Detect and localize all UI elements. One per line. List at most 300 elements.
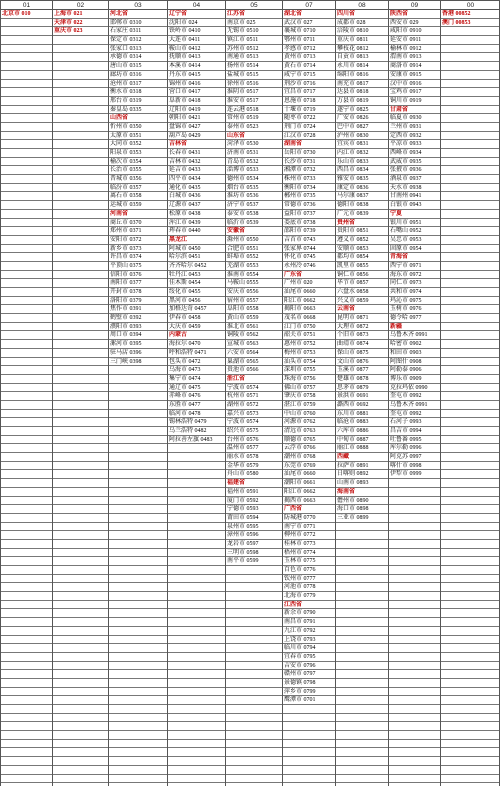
city-code-cell: 平凉市 0933 bbox=[389, 140, 440, 149]
empty-cell bbox=[1, 514, 52, 523]
city-code-cell: 安庆市 0556 bbox=[226, 288, 282, 297]
empty-cell bbox=[441, 27, 500, 36]
city-code-cell: 泰州市 0523 bbox=[226, 123, 282, 132]
city-code-cell: 万县市 0819 bbox=[336, 97, 388, 106]
empty-cell bbox=[1, 62, 52, 71]
city-code-cell: 哈尔滨 0451 bbox=[168, 253, 225, 262]
city-code-cell: 甘南州 0941 bbox=[389, 192, 440, 201]
city-code-cell: 合肥市 0551 bbox=[226, 245, 282, 254]
city-code-cell: 铜仁市 0856 bbox=[336, 271, 388, 280]
empty-cell bbox=[109, 436, 167, 445]
empty-cell bbox=[441, 418, 500, 427]
empty-cell bbox=[389, 757, 440, 766]
city-code-cell: 宿州市 0557 bbox=[226, 297, 282, 306]
empty-cell bbox=[389, 540, 440, 549]
empty-cell bbox=[168, 740, 225, 749]
city-code-cell: 遵义市 0852 bbox=[336, 236, 388, 245]
city-code-cell: 通辽市 0475 bbox=[168, 384, 225, 393]
city-code-cell: 张家界 0744 bbox=[283, 245, 335, 254]
province-heading: 北京市 010 bbox=[1, 10, 52, 19]
empty-cell bbox=[1, 80, 52, 89]
empty-cell bbox=[441, 488, 500, 497]
empty-cell bbox=[226, 679, 282, 688]
empty-cell bbox=[226, 653, 282, 662]
empty-cell bbox=[441, 557, 500, 566]
empty-cell bbox=[1, 688, 52, 697]
empty-cell bbox=[441, 427, 500, 436]
city-code-cell: 杭州市 0571 bbox=[226, 392, 282, 401]
city-code-cell: 葫芦岛 0429 bbox=[168, 132, 225, 141]
empty-cell bbox=[1, 201, 52, 210]
city-code-cell: 奎屯市 0992 bbox=[389, 392, 440, 401]
city-code-cell: 厦门市 0592 bbox=[226, 497, 282, 506]
city-code-cell: 福州市 0591 bbox=[226, 488, 282, 497]
empty-cell bbox=[53, 566, 108, 575]
empty-cell bbox=[441, 636, 500, 645]
city-code-cell: 黄州市 0713 bbox=[283, 53, 335, 62]
empty-cell bbox=[226, 731, 282, 740]
empty-cell bbox=[53, 505, 108, 514]
empty-cell bbox=[53, 140, 108, 149]
city-code-cell: 定西市 0932 bbox=[389, 132, 440, 141]
empty-cell bbox=[168, 583, 225, 592]
city-code-cell: 茂名市 0668 bbox=[283, 314, 335, 323]
empty-cell bbox=[109, 566, 167, 575]
empty-cell bbox=[109, 583, 167, 592]
empty-cell bbox=[109, 444, 167, 453]
city-code-cell: 揭阳市 0663 bbox=[283, 305, 335, 314]
city-code-cell: 马鞍山 0555 bbox=[226, 279, 282, 288]
empty-cell bbox=[226, 618, 282, 627]
city-code-cell: 银川市 0951 bbox=[389, 219, 440, 228]
city-code-cell: 百色市 0776 bbox=[283, 566, 335, 575]
province-heading: 香港 00852 bbox=[441, 10, 500, 19]
empty-cell bbox=[1, 271, 52, 280]
empty-cell bbox=[336, 722, 388, 731]
city-code-cell: 马尔康 0837 bbox=[336, 192, 388, 201]
empty-cell bbox=[53, 627, 108, 636]
empty-cell bbox=[53, 45, 108, 54]
city-code-cell: 盐城市 0515 bbox=[226, 71, 282, 80]
empty-cell bbox=[53, 731, 108, 740]
empty-cell bbox=[53, 583, 108, 592]
city-code-cell: 阿勒泰 0906 bbox=[389, 366, 440, 375]
city-code-cell: 同仁市 0973 bbox=[389, 279, 440, 288]
empty-cell bbox=[336, 549, 388, 558]
city-code-cell: 延吉市 0433 bbox=[168, 166, 225, 175]
city-code-cell: 东川市 0881 bbox=[336, 410, 388, 419]
city-code-cell: 惠州市 0752 bbox=[283, 340, 335, 349]
empty-cell bbox=[109, 375, 167, 384]
province-heading: 西藏 bbox=[336, 453, 388, 462]
city-code-cell: 河源市 0762 bbox=[283, 418, 335, 427]
empty-cell bbox=[168, 644, 225, 653]
city-code-cell: 集宁市 0474 bbox=[168, 375, 225, 384]
empty-cell bbox=[53, 358, 108, 367]
empty-cell bbox=[168, 540, 225, 549]
empty-cell bbox=[441, 662, 500, 671]
empty-cell bbox=[53, 323, 108, 332]
province-heading: 福建省 bbox=[226, 479, 282, 488]
city-code-cell: 永川市 0814 bbox=[336, 62, 388, 71]
empty-cell bbox=[168, 566, 225, 575]
empty-cell bbox=[441, 114, 500, 123]
empty-cell bbox=[1, 601, 52, 610]
empty-cell bbox=[1, 45, 52, 54]
city-code-cell: 海口市 0898 bbox=[336, 505, 388, 514]
city-code-cell: 岳阳市 0730 bbox=[283, 149, 335, 158]
city-code-cell: 广安市 0826 bbox=[336, 114, 388, 123]
empty-cell bbox=[53, 557, 108, 566]
city-code-cell: 阿城市 0450 bbox=[168, 245, 225, 254]
city-code-cell: 景德镇 0798 bbox=[283, 679, 335, 688]
empty-cell bbox=[336, 688, 388, 697]
city-code-cell: 自贡市 0813 bbox=[336, 53, 388, 62]
empty-cell bbox=[1, 523, 52, 532]
city-code-cell: 泰安市 0538 bbox=[226, 210, 282, 219]
city-code-cell: 临河市 0478 bbox=[168, 410, 225, 419]
empty-cell bbox=[226, 705, 282, 714]
city-code-cell: 玛沁市 0975 bbox=[389, 297, 440, 306]
city-code-cell: 永州冷 0746 bbox=[283, 262, 335, 271]
empty-cell bbox=[441, 766, 500, 775]
empty-cell bbox=[1, 575, 52, 584]
empty-cell bbox=[168, 766, 225, 775]
empty-cell bbox=[1, 644, 52, 653]
city-code-cell: 泸州市 0830 bbox=[336, 132, 388, 141]
empty-cell bbox=[53, 219, 108, 228]
column-header-09: 09 bbox=[388, 0, 440, 10]
empty-cell bbox=[226, 592, 282, 601]
empty-cell bbox=[389, 722, 440, 731]
column-header-02: 02 bbox=[52, 0, 108, 10]
empty-cell bbox=[1, 505, 52, 514]
city-code-cell: 吉林市 0432 bbox=[168, 158, 225, 167]
city-code-cell: 衡阳市 0734 bbox=[283, 184, 335, 193]
city-code-cell: 锡林浩特 0479 bbox=[168, 418, 225, 427]
empty-cell bbox=[1, 766, 52, 775]
empty-cell bbox=[53, 227, 108, 236]
empty-cell bbox=[168, 670, 225, 679]
city-code-cell: 金华市 0579 bbox=[226, 462, 282, 471]
empty-cell bbox=[168, 748, 225, 757]
empty-cell bbox=[109, 714, 167, 723]
city-code-cell: 三门峡 0398 bbox=[109, 358, 167, 367]
city-code-cell: 邵阳市 0739 bbox=[283, 227, 335, 236]
city-code-cell: 宜昌市 0717 bbox=[283, 88, 335, 97]
city-code-cell: 平顶山 0375 bbox=[109, 262, 167, 271]
empty-cell bbox=[336, 670, 388, 679]
empty-cell bbox=[441, 279, 500, 288]
empty-cell bbox=[441, 653, 500, 662]
city-code-cell: 库尔勒 0996 bbox=[389, 444, 440, 453]
empty-cell bbox=[1, 123, 52, 132]
city-code-cell: 雅安市 0835 bbox=[336, 175, 388, 184]
empty-cell bbox=[1, 670, 52, 679]
empty-cell bbox=[389, 740, 440, 749]
empty-cell bbox=[1, 470, 52, 479]
city-code-cell: 拉萨市 0891 bbox=[336, 462, 388, 471]
empty-cell bbox=[1, 583, 52, 592]
empty-cell bbox=[389, 514, 440, 523]
city-code-cell: 开封市 0378 bbox=[109, 288, 167, 297]
empty-cell bbox=[53, 775, 108, 784]
empty-cell bbox=[283, 731, 335, 740]
empty-cell bbox=[1, 557, 52, 566]
city-code-cell: 博乐市 0909 bbox=[389, 375, 440, 384]
empty-cell bbox=[53, 279, 108, 288]
empty-cell bbox=[441, 470, 500, 479]
city-code-cell: 清远市 0763 bbox=[283, 427, 335, 436]
province-heading: 陕西省 bbox=[389, 10, 440, 19]
city-code-cell: 宁波市 0574 bbox=[226, 384, 282, 393]
empty-cell bbox=[441, 314, 500, 323]
empty-cell bbox=[1, 323, 52, 332]
city-code-cell: 黄石市 0714 bbox=[283, 62, 335, 71]
empty-cell bbox=[1, 140, 52, 149]
city-code-cell: 临汾市 0357 bbox=[109, 184, 167, 193]
empty-cell bbox=[109, 462, 167, 471]
city-code-cell: 蚌埠市 0552 bbox=[226, 253, 282, 262]
empty-cell bbox=[336, 601, 388, 610]
city-code-cell: 常德市 0736 bbox=[283, 201, 335, 210]
empty-cell bbox=[441, 696, 500, 705]
city-code-cell: 绥化市 0455 bbox=[168, 288, 225, 297]
province-heading: 河北省 bbox=[109, 10, 167, 19]
empty-cell bbox=[53, 618, 108, 627]
empty-cell bbox=[53, 210, 108, 219]
empty-cell bbox=[53, 245, 108, 254]
empty-cell bbox=[226, 583, 282, 592]
empty-cell bbox=[441, 192, 500, 201]
empty-cell bbox=[441, 601, 500, 610]
city-code-cell: 许昌市 0374 bbox=[109, 253, 167, 262]
empty-cell bbox=[1, 427, 52, 436]
empty-cell bbox=[336, 540, 388, 549]
empty-cell bbox=[168, 722, 225, 731]
city-code-cell: 汕头市 0754 bbox=[283, 358, 335, 367]
empty-cell bbox=[168, 514, 225, 523]
empty-cell bbox=[168, 497, 225, 506]
empty-cell bbox=[336, 644, 388, 653]
empty-cell bbox=[53, 106, 108, 115]
city-code-cell: 伊犁市 0999 bbox=[389, 470, 440, 479]
empty-cell bbox=[168, 609, 225, 618]
city-code-cell: 吉安市 0796 bbox=[283, 662, 335, 671]
city-code-cell: 丽江市 0888 bbox=[336, 444, 388, 453]
empty-cell bbox=[53, 679, 108, 688]
empty-cell bbox=[336, 557, 388, 566]
empty-cell bbox=[336, 748, 388, 757]
city-code-cell: 宝鸡市 0917 bbox=[389, 88, 440, 97]
city-code-cell: 娄底市 0738 bbox=[283, 219, 335, 228]
city-code-cell: 六盘水 0858 bbox=[336, 288, 388, 297]
empty-cell bbox=[53, 479, 108, 488]
empty-cell bbox=[336, 575, 388, 584]
empty-cell bbox=[53, 192, 108, 201]
city-code-cell: 石河子 0993 bbox=[389, 418, 440, 427]
empty-cell bbox=[441, 392, 500, 401]
city-code-cell: 临川市 0794 bbox=[283, 644, 335, 653]
city-code-cell: 廊坊市 0316 bbox=[109, 71, 167, 80]
city-code-cell: 南充市 0817 bbox=[336, 80, 388, 89]
city-code-cell: 兴义市 0859 bbox=[336, 297, 388, 306]
empty-cell bbox=[1, 384, 52, 393]
city-code-cell: 涪陵市 0810 bbox=[336, 27, 388, 36]
city-code-cell: 赣州市 0797 bbox=[283, 670, 335, 679]
empty-cell bbox=[336, 731, 388, 740]
empty-cell bbox=[441, 384, 500, 393]
empty-cell bbox=[389, 696, 440, 705]
empty-cell bbox=[226, 670, 282, 679]
empty-cell bbox=[441, 236, 500, 245]
empty-cell bbox=[389, 731, 440, 740]
empty-cell bbox=[389, 531, 440, 540]
city-code-cell: 滁州市 0550 bbox=[226, 236, 282, 245]
empty-cell bbox=[109, 523, 167, 532]
empty-cell bbox=[1, 627, 52, 636]
city-code-cell: 榆林市 0912 bbox=[389, 45, 440, 54]
city-code-cell: 德州市 0534 bbox=[226, 175, 282, 184]
empty-cell bbox=[53, 748, 108, 757]
city-code-cell: 绍兴市 0575 bbox=[226, 427, 282, 436]
empty-cell bbox=[168, 627, 225, 636]
empty-cell bbox=[441, 349, 500, 358]
city-code-cell: 阳江市 0662 bbox=[283, 297, 335, 306]
empty-cell bbox=[109, 497, 167, 506]
city-code-cell: 新乡市 0373 bbox=[109, 245, 167, 254]
city-code-cell: 鹰潭市 0701 bbox=[283, 696, 335, 705]
empty-cell bbox=[1, 253, 52, 262]
empty-cell bbox=[53, 636, 108, 645]
empty-cell bbox=[441, 227, 500, 236]
empty-cell bbox=[441, 45, 500, 54]
empty-cell bbox=[53, 514, 108, 523]
empty-cell bbox=[53, 696, 108, 705]
city-code-cell: 鹤壁市 0392 bbox=[109, 314, 167, 323]
province-heading: 江苏省 bbox=[226, 10, 282, 19]
city-code-cell: 曲靖市 0874 bbox=[336, 340, 388, 349]
city-code-cell: 邯郸市 0310 bbox=[109, 19, 167, 28]
empty-cell bbox=[109, 679, 167, 688]
empty-cell bbox=[1, 679, 52, 688]
empty-cell bbox=[53, 262, 108, 271]
province-heading: 四川省 bbox=[336, 10, 388, 19]
empty-cell bbox=[1, 453, 52, 462]
city-code-cell: 海拉尔 0470 bbox=[168, 340, 225, 349]
province-heading: 江西省 bbox=[283, 601, 335, 610]
empty-cell bbox=[53, 314, 108, 323]
empty-cell bbox=[1, 297, 52, 306]
empty-cell bbox=[168, 757, 225, 766]
empty-cell bbox=[441, 53, 500, 62]
empty-cell bbox=[109, 662, 167, 671]
empty-cell bbox=[336, 662, 388, 671]
empty-cell bbox=[53, 184, 108, 193]
province-heading: 天津市 022 bbox=[53, 19, 108, 28]
city-code-cell: 江门市 0750 bbox=[283, 323, 335, 332]
column-01 bbox=[0, 10, 52, 786]
empty-cell bbox=[53, 427, 108, 436]
city-code-cell: 加格达奇 0457 bbox=[168, 305, 225, 314]
empty-cell bbox=[168, 549, 225, 558]
column-header-01: 01 bbox=[0, 0, 52, 10]
city-code-cell: 重庆市 0811 bbox=[336, 36, 388, 45]
empty-cell bbox=[1, 210, 52, 219]
empty-cell bbox=[1, 166, 52, 175]
empty-cell bbox=[1, 714, 52, 723]
empty-cell bbox=[441, 714, 500, 723]
empty-cell bbox=[53, 62, 108, 71]
city-code-cell: 阜新市 0418 bbox=[168, 97, 225, 106]
city-code-cell: 乌兰浩特 0482 bbox=[168, 427, 225, 436]
city-code-cell: 临沂市 0539 bbox=[226, 219, 282, 228]
empty-cell bbox=[53, 36, 108, 45]
city-code-cell: 松原市 0438 bbox=[168, 210, 225, 219]
empty-cell bbox=[389, 705, 440, 714]
city-code-cell: 文山市 0876 bbox=[336, 358, 388, 367]
city-code-cell: 淮北市 0561 bbox=[226, 323, 282, 332]
empty-cell bbox=[109, 696, 167, 705]
empty-cell bbox=[389, 662, 440, 671]
empty-cell bbox=[336, 653, 388, 662]
city-code-cell: 渭南市 0913 bbox=[389, 53, 440, 62]
empty-cell bbox=[441, 514, 500, 523]
city-code-cell: 湛江市 0759 bbox=[283, 401, 335, 410]
empty-cell bbox=[53, 705, 108, 714]
empty-cell bbox=[168, 531, 225, 540]
province-heading: 内蒙古 bbox=[168, 331, 225, 340]
empty-cell bbox=[389, 636, 440, 645]
empty-cell bbox=[441, 184, 500, 193]
empty-cell bbox=[109, 470, 167, 479]
empty-cell bbox=[389, 644, 440, 653]
empty-cell bbox=[441, 775, 500, 784]
empty-cell bbox=[389, 575, 440, 584]
empty-cell bbox=[1, 731, 52, 740]
city-code-cell: 忻州市 0350 bbox=[109, 123, 167, 132]
empty-cell bbox=[441, 575, 500, 584]
empty-cell bbox=[109, 636, 167, 645]
empty-cell bbox=[441, 453, 500, 462]
empty-cell bbox=[53, 375, 108, 384]
empty-cell bbox=[53, 444, 108, 453]
empty-cell bbox=[441, 210, 500, 219]
city-code-cell: 衡水市 0318 bbox=[109, 88, 167, 97]
empty-cell bbox=[441, 505, 500, 514]
empty-cell bbox=[441, 166, 500, 175]
city-code-cell: 徐州市 0516 bbox=[226, 80, 282, 89]
empty-cell bbox=[226, 740, 282, 749]
city-code-cell: 宣城市 0563 bbox=[226, 340, 282, 349]
empty-cell bbox=[53, 488, 108, 497]
city-code-cell: 河池市 0778 bbox=[283, 583, 335, 592]
empty-cell bbox=[168, 462, 225, 471]
empty-cell bbox=[336, 566, 388, 575]
empty-cell bbox=[168, 705, 225, 714]
empty-cell bbox=[109, 549, 167, 558]
city-code-cell: 达县市 0818 bbox=[336, 88, 388, 97]
city-code-cell: 西安市 029 bbox=[389, 19, 440, 28]
city-code-cell: 梅州市 0753 bbox=[283, 349, 335, 358]
city-code-cell: 三明市 0598 bbox=[226, 549, 282, 558]
city-code-cell: 毕节市 0857 bbox=[336, 279, 388, 288]
empty-cell bbox=[168, 775, 225, 784]
province-heading: 青海省 bbox=[389, 253, 440, 262]
empty-cell bbox=[336, 696, 388, 705]
empty-cell bbox=[226, 601, 282, 610]
empty-cell bbox=[441, 401, 500, 410]
